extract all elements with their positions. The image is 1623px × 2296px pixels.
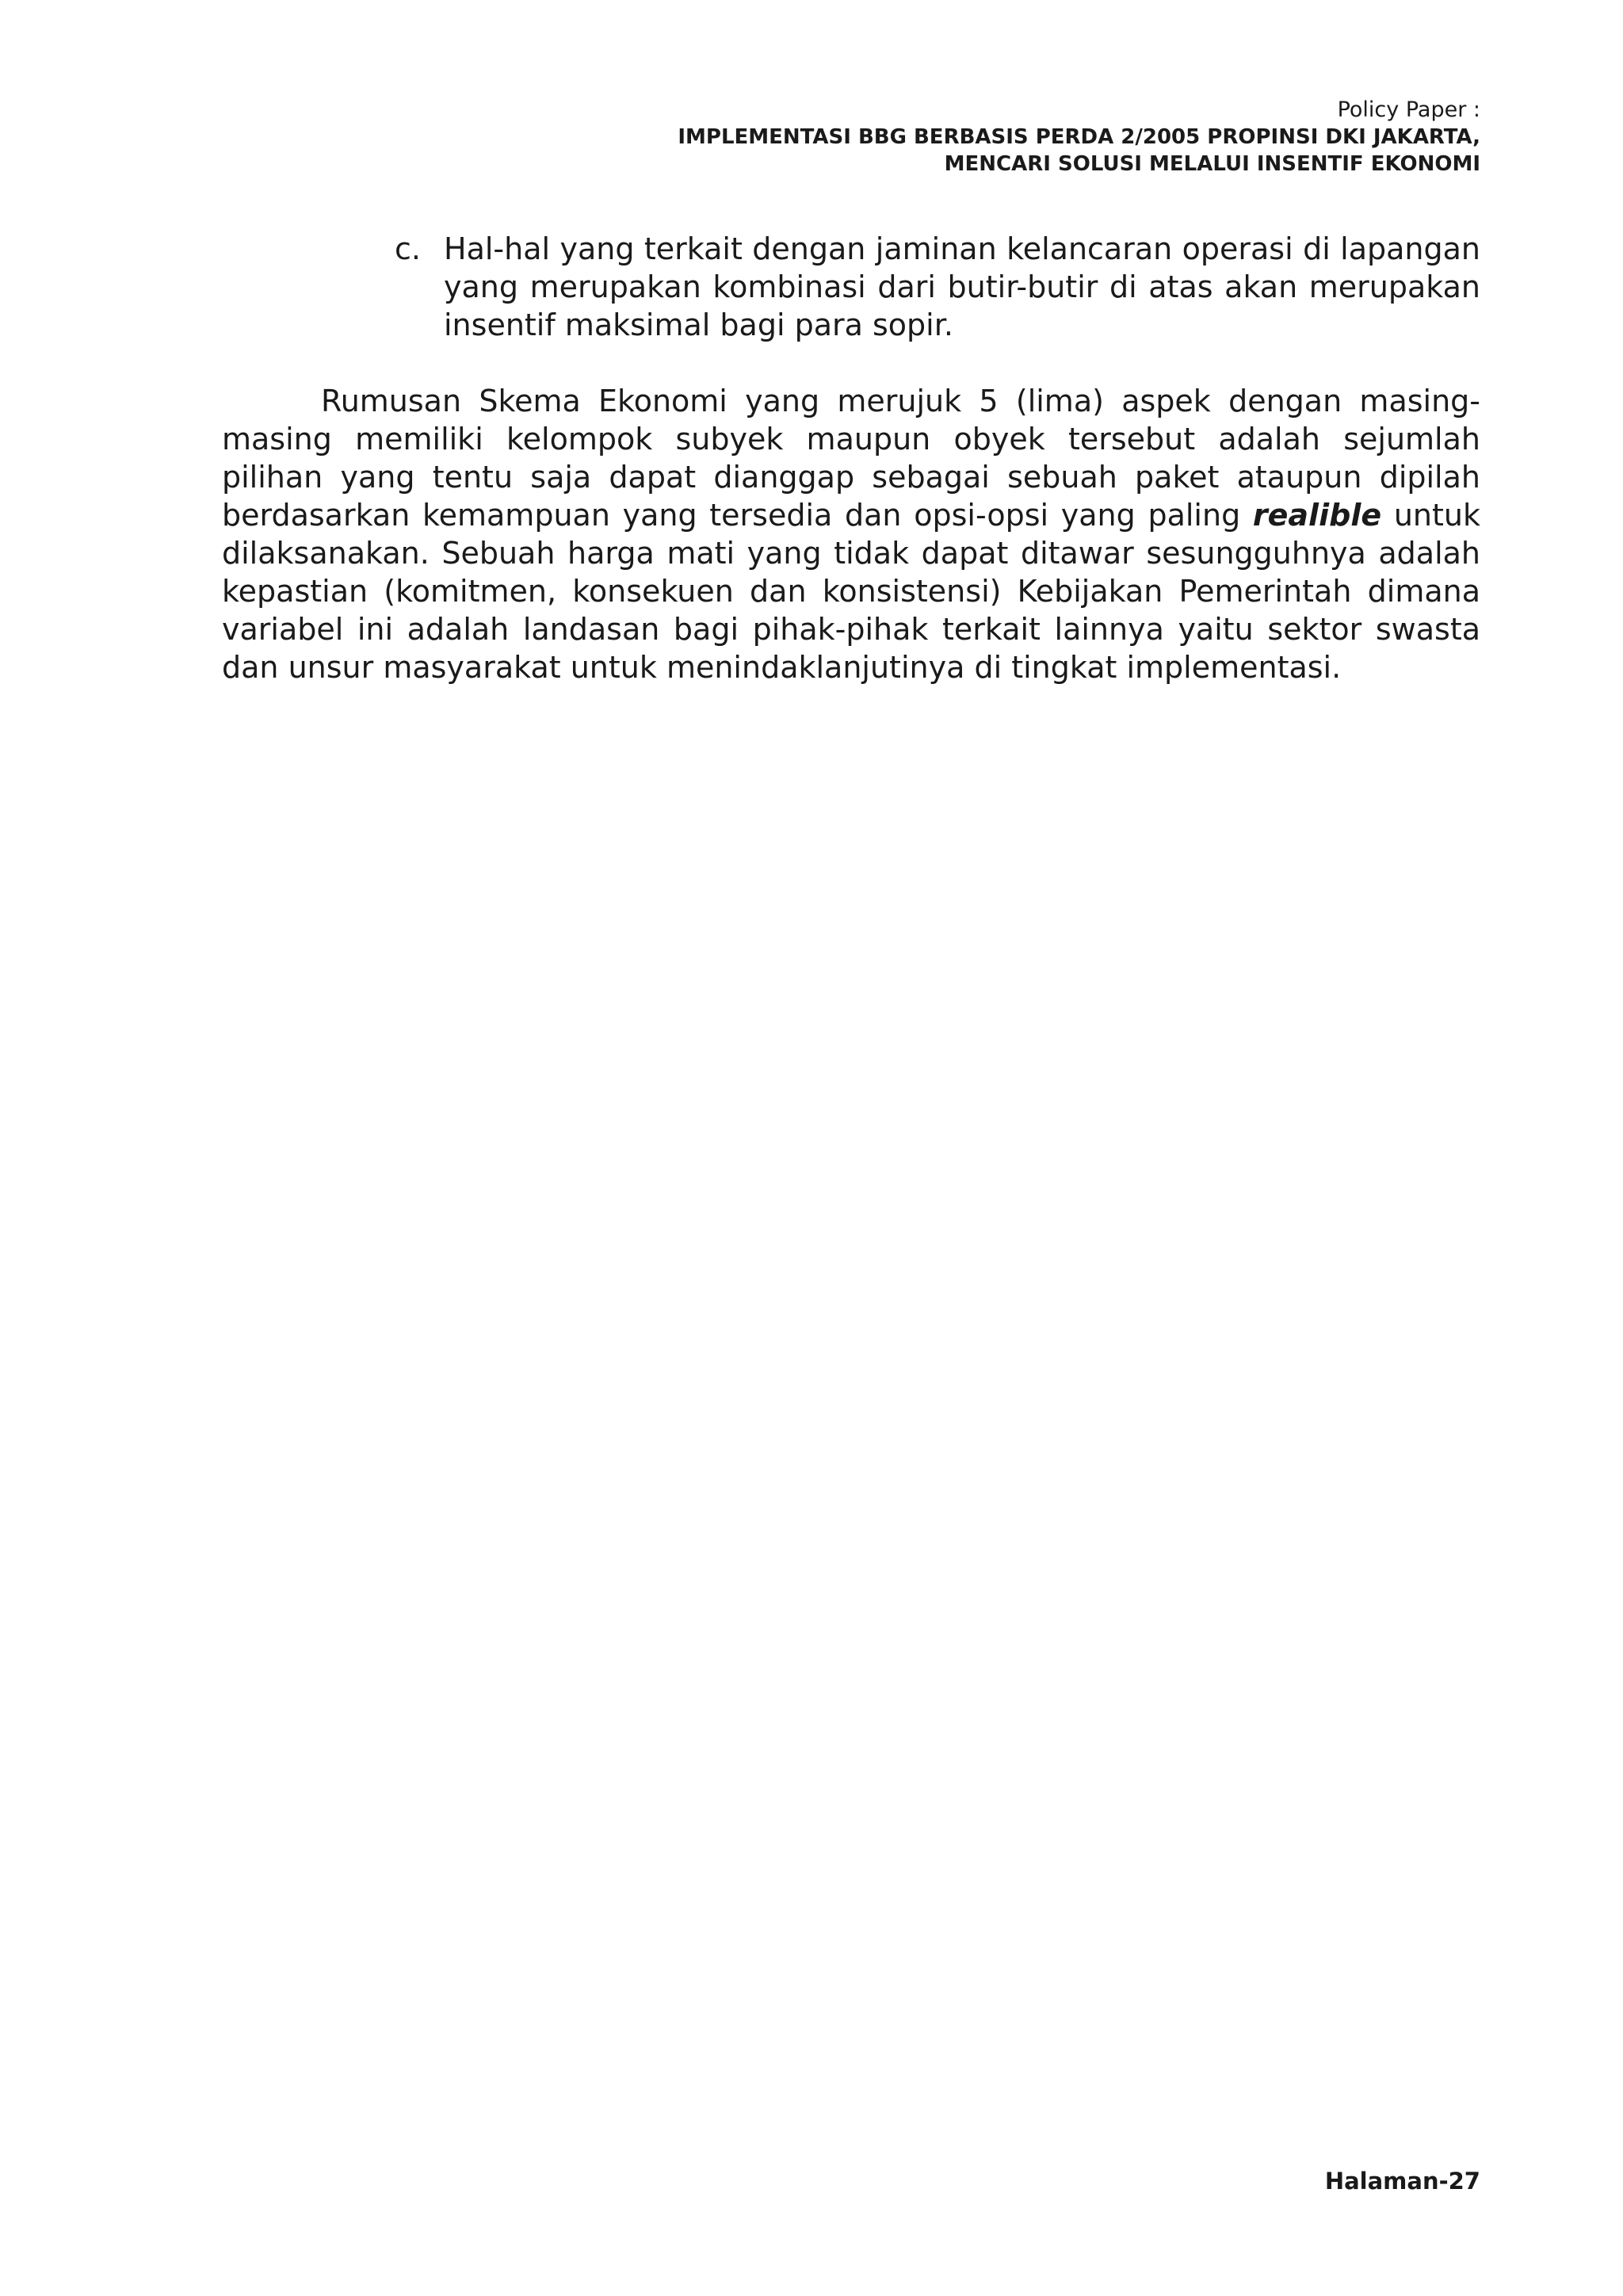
header-title-line-2: MENCARI SOLUSI MELALUI INSENTIF EKONOMI [944,152,1480,176]
list-marker: c. [395,231,421,266]
header-title-line-1: IMPLEMENTASI BBG BERBASIS PERDA 2/2005 PROPINSI DKI JAKARTA, [678,125,1480,149]
document-body [222,230,1480,716]
paragraph-text-before: Rumusan Skema Ekonomi yang merujuk 5 (lima) aspek dengan masing-masing memiliki kelompok subyek maupun obyek tersebut adalah sejumlah pilihan yang tentu saja dapat dianggap sebagai sebuah paket ataupun dipilah berdasarkan kemampuan yang tersedia dan opsi-opsi yang paling [222,384,1480,533]
list-item-c [395,230,1480,344]
body-paragraph [222,382,1480,686]
list-item-text: Hal-hal yang terkait dengan jaminan kelancaran operasi di lapangan yang merupakan kombinasi dari butir-butir di atas akan merupakan insentif maksimal bagi para sopir. [444,231,1480,342]
page-number: Halaman-27 [1324,2168,1480,2195]
paragraph-emphasis: realible [1252,498,1382,533]
page-header [678,97,1480,178]
header-label: Policy Paper : [1337,97,1480,122]
paragraph-text-after: untuk dilaksanakan. Sebuah harga mati yang tidak dapat ditawar sesungguhnya adalah kepastian (komitmen, konsekuen dan konsistensi) Kebijakan Pemerintah dimana variabel ini adalah landasan bagi pihak-pihak terkait lainnya yaitu sektor swasta dan unsur masyarakat untuk menindaklanjutinya di tingkat implementasi. [222,498,1480,685]
